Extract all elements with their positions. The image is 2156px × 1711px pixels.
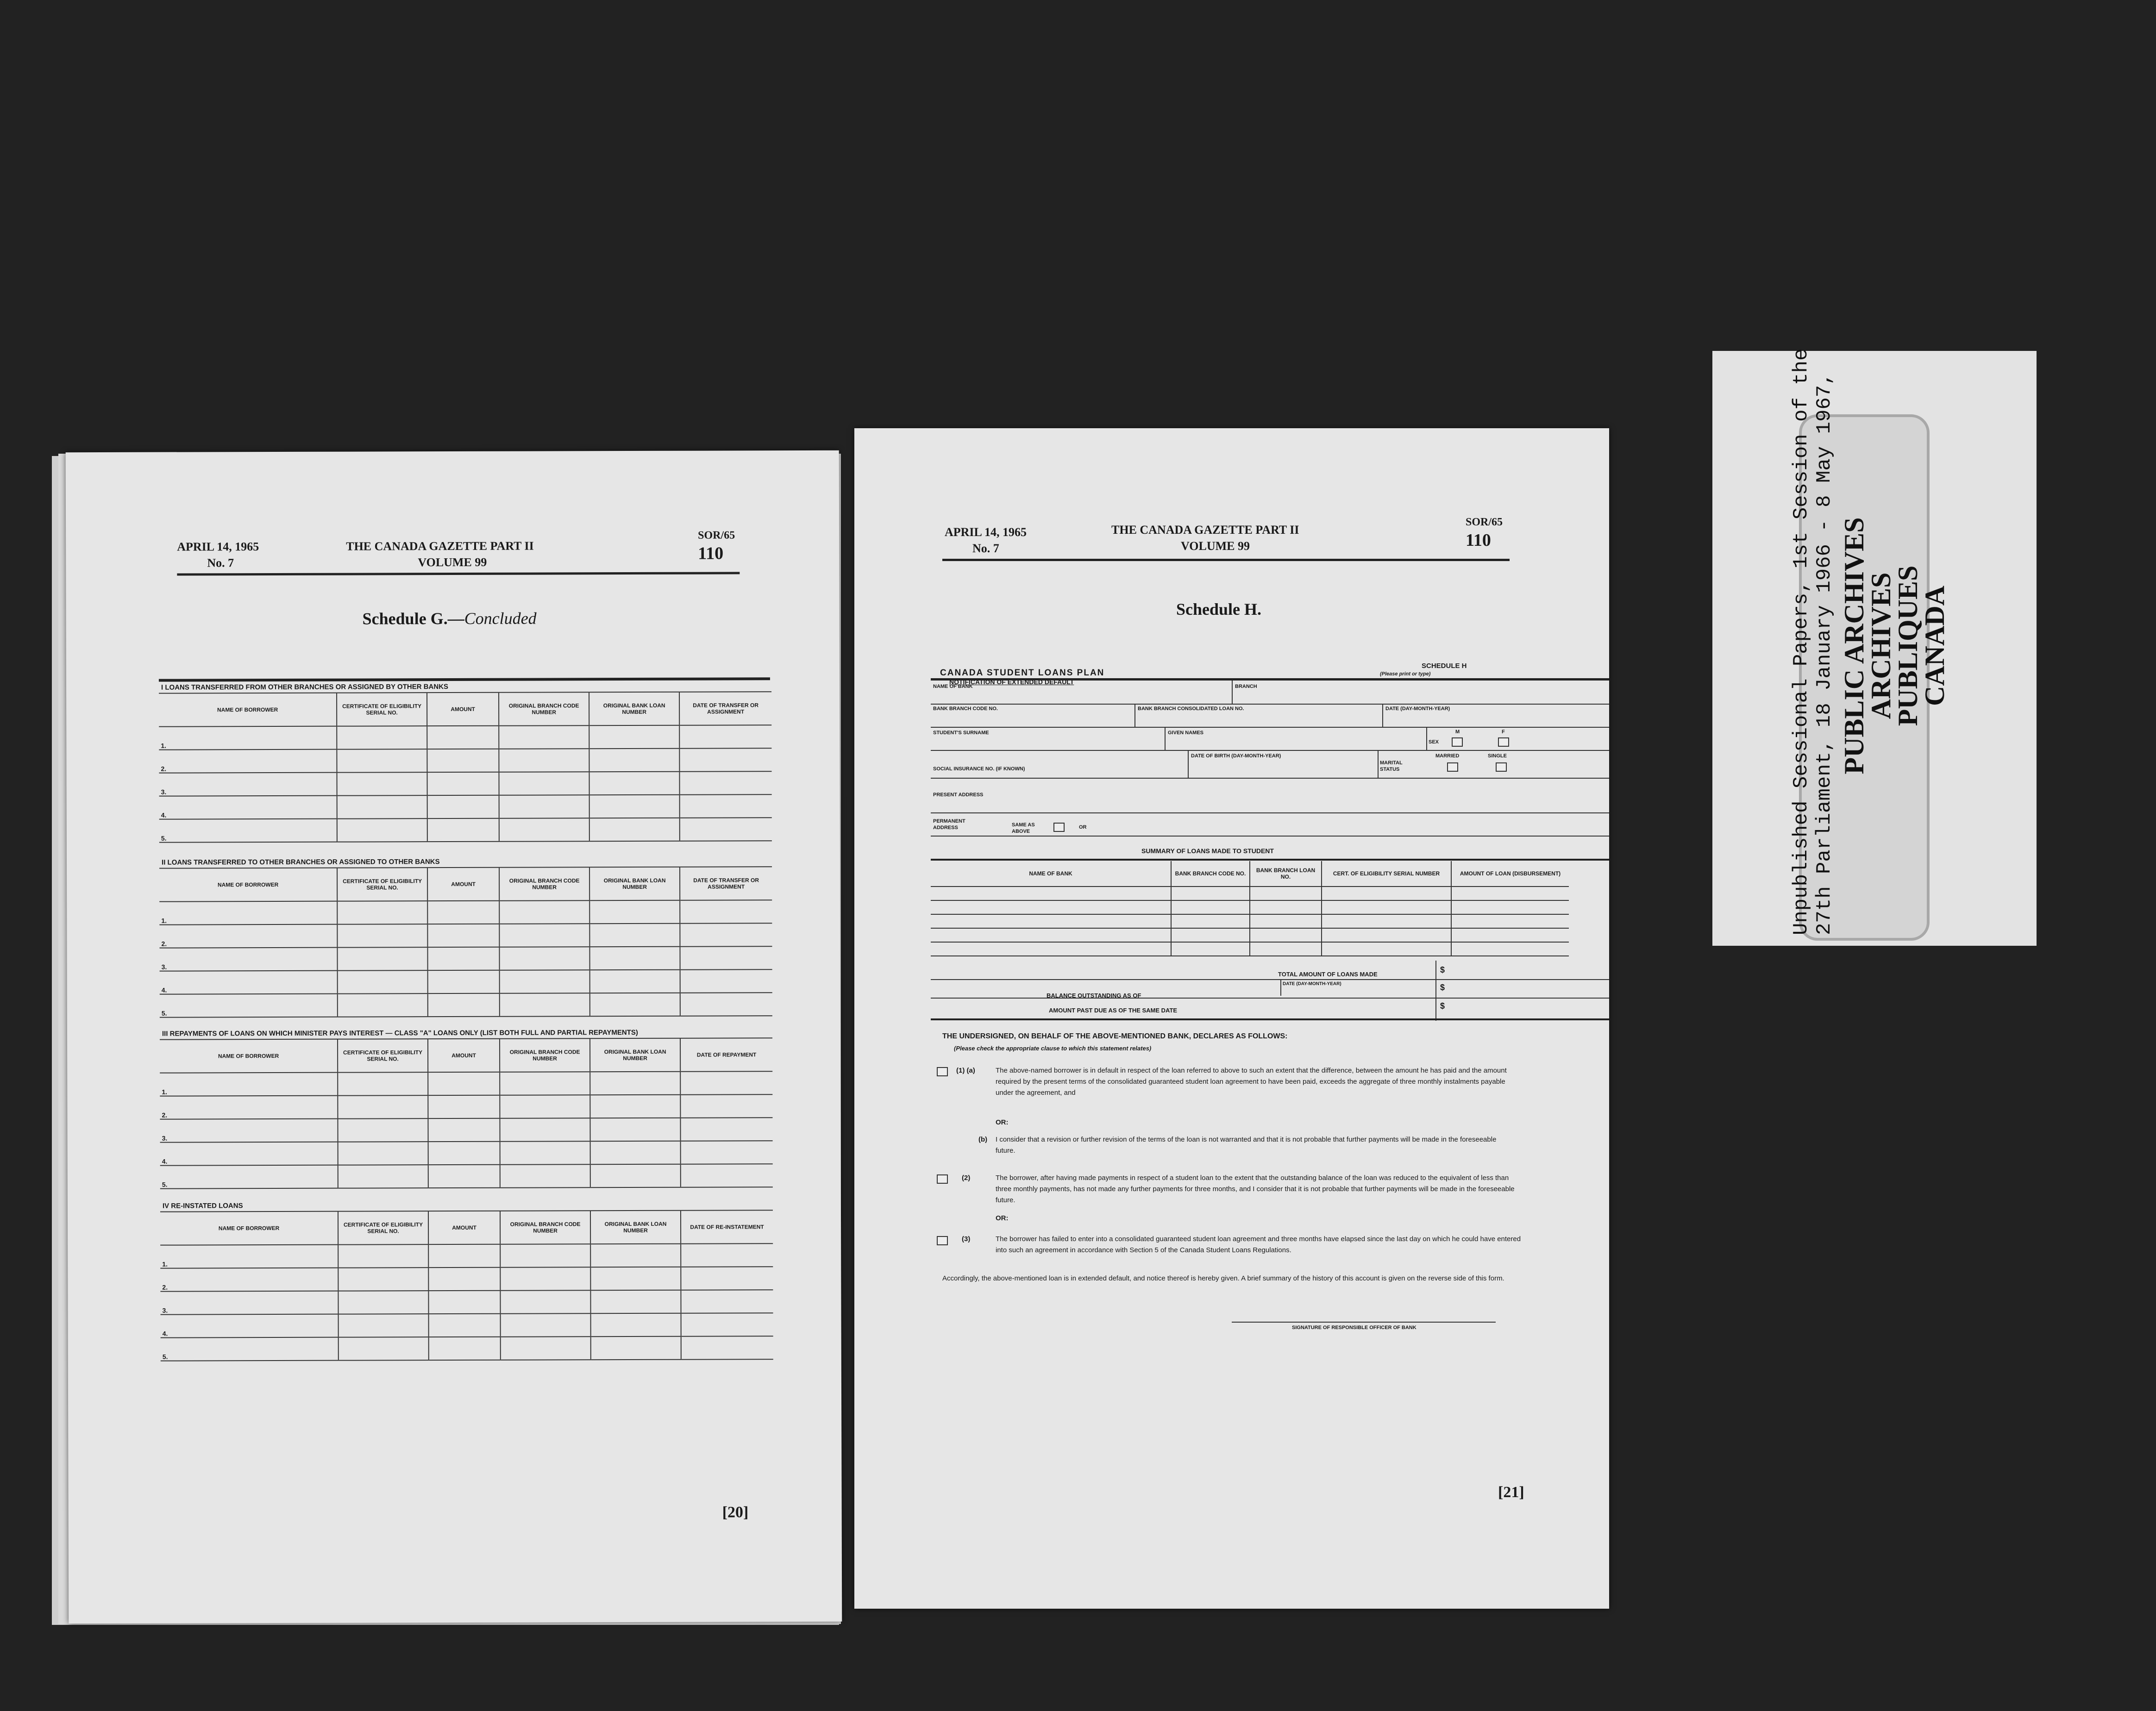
given-names-label: GIVEN NAMES — [1168, 730, 1204, 736]
form-cell[interactable] — [338, 993, 428, 1017]
summary-cell[interactable] — [1451, 914, 1569, 928]
form-cell[interactable] — [590, 1164, 681, 1188]
form-cell[interactable] — [589, 749, 679, 772]
form-cell[interactable] — [680, 923, 772, 947]
form-cell[interactable] — [681, 1313, 773, 1336]
header-sor: SOR/65 — [698, 529, 735, 542]
form-cell[interactable] — [337, 726, 427, 749]
form-cell[interactable] — [590, 1244, 681, 1268]
section-table — [159, 866, 772, 1018]
column-header: NAME OF BORROWER — [159, 868, 337, 902]
summary-cell[interactable] — [1171, 928, 1250, 942]
archive-card-text — [1790, 349, 1836, 935]
table-row — [159, 818, 772, 842]
form-cell[interactable] — [427, 901, 499, 924]
table-row — [160, 969, 772, 994]
row-number-cell[interactable]: 5. — [160, 1165, 338, 1189]
form-cell[interactable] — [499, 749, 589, 772]
summary-row — [931, 942, 1569, 956]
form-cell[interactable] — [337, 772, 427, 796]
clause-3-number: (3) — [962, 1235, 971, 1243]
page-number: [20] — [722, 1504, 749, 1521]
form-cell[interactable] — [499, 947, 589, 970]
summary-cell[interactable] — [1171, 914, 1250, 928]
form-cell[interactable] — [590, 1095, 680, 1118]
form-cell[interactable] — [338, 1095, 428, 1119]
form-cell[interactable] — [428, 970, 500, 993]
signature-line — [1232, 1322, 1496, 1323]
section-title: IV RE-INSTATED LOANS — [162, 1202, 243, 1210]
form-cell[interactable] — [499, 725, 589, 749]
table-row — [160, 1290, 773, 1314]
form-cell[interactable] — [338, 1268, 428, 1291]
summary-cell[interactable] — [931, 900, 1171, 914]
clause-1-number: (1) (a) — [956, 1067, 975, 1074]
branch-label: BRANCH — [1235, 684, 1257, 689]
form-cell[interactable] — [590, 1072, 680, 1095]
form-cell[interactable] — [590, 1267, 681, 1291]
form-cell[interactable] — [428, 1072, 500, 1095]
table-row — [161, 1336, 773, 1361]
form-cell[interactable] — [680, 794, 772, 818]
summary-row — [931, 900, 1569, 914]
column-header: ORIGINAL BRANCH CODE NUMBER — [500, 1038, 590, 1072]
table-row — [160, 1071, 772, 1096]
form-cell[interactable] — [680, 1071, 772, 1095]
table-row — [159, 748, 771, 773]
permanent-address-label: PERMANENT ADDRESS — [933, 818, 965, 831]
header-issue: No. 7 — [207, 556, 234, 570]
row-number-cell[interactable]: 5. — [160, 994, 338, 1018]
form-cell[interactable] — [338, 1165, 428, 1188]
summary-cell[interactable] — [1171, 887, 1250, 900]
form-cell[interactable] — [428, 1268, 500, 1291]
form-top-rule — [159, 677, 770, 681]
summary-cell[interactable] — [1322, 942, 1451, 956]
form-cell[interactable] — [589, 924, 680, 947]
clause-1-checkbox[interactable] — [937, 1067, 948, 1076]
summary-cell[interactable] — [1171, 942, 1250, 956]
summary-column-header: BANK BRANCH CODE NO. — [1171, 861, 1250, 887]
clause-1-or: OR: — [996, 1118, 1009, 1126]
section-table — [160, 1037, 773, 1189]
marital-status-label: MARITAL STATUS — [1380, 760, 1403, 772]
column-header: CERTIFICATE OF ELIGIBILITY SERIAL NO. — [338, 1039, 428, 1073]
bank-branch-code-label: BANK BRANCH CODE NO. — [933, 706, 998, 712]
married-label: MARRIED — [1435, 753, 1460, 759]
section-title: III REPAYMENTS OF LOANS ON WHICH MINISTER PAYS INTEREST — CLASS "A" LOANS ONLY (LIST BOTH FULL AND PARTIAL REPAYMENTS) — [162, 1028, 638, 1038]
form-cell[interactable] — [679, 748, 771, 772]
row-number-cell[interactable]: 4. — [160, 971, 338, 994]
header-rule — [177, 572, 740, 575]
summary-row — [931, 928, 1569, 942]
form-cell[interactable] — [589, 818, 680, 842]
header-issue: No. 7 — [972, 542, 999, 555]
row-number-cell[interactable]: 3. — [160, 1291, 338, 1315]
form-cell[interactable] — [591, 1336, 681, 1360]
summary-cell[interactable] — [1322, 928, 1451, 942]
clause-2-checkbox[interactable] — [937, 1174, 948, 1184]
signature-label: SIGNATURE OF RESPONSIBLE OFFICER OF BANK — [1292, 1325, 1416, 1330]
form-cell[interactable] — [680, 993, 772, 1016]
form-cell[interactable] — [680, 771, 772, 795]
column-header: ORIGINAL BRANCH CODE NUMBER — [499, 692, 589, 726]
sin-label: SOCIAL INSURANCE NO. (IF KNOWN) — [933, 766, 1025, 772]
column-header: ORIGINAL BANK LOAN NUMBER — [590, 1211, 681, 1244]
header-gazette: THE CANADA GAZETTE PART II — [346, 539, 534, 553]
clause-2-number: (2) — [962, 1174, 971, 1182]
form-cell[interactable] — [680, 969, 772, 993]
summary-column-header: AMOUNT OF LOAN (DISBURSEMENT) — [1451, 861, 1569, 887]
header-rule — [942, 559, 1510, 561]
summary-cell[interactable] — [1451, 942, 1569, 956]
table-row — [159, 725, 771, 749]
summary-cell[interactable] — [1322, 914, 1451, 928]
row-number-cell[interactable]: 4. — [159, 796, 337, 819]
column-header: AMOUNT — [428, 1039, 500, 1072]
left-page — [66, 450, 842, 1624]
form-cell[interactable] — [499, 772, 589, 795]
dob-label: DATE OF BIRTH (DAY-MONTH-YEAR) — [1191, 753, 1281, 759]
header-gazette: THE CANADA GAZETTE PART II — [1111, 523, 1299, 537]
column-header: DATE OF TRANSFER OR ASSIGNMENT — [679, 692, 771, 725]
form-cell[interactable] — [337, 901, 427, 924]
form-cell[interactable] — [681, 1164, 773, 1187]
summary-column-header: NAME OF BANK — [931, 861, 1171, 887]
summary-cell[interactable] — [1322, 900, 1451, 914]
married-checkbox[interactable] — [1447, 762, 1458, 772]
row-number-cell[interactable]: 3. — [159, 773, 337, 796]
form-subtitle: NOTIFICATION OF EXTENDED DEFAULT — [949, 678, 1074, 686]
past-due-label: AMOUNT PAST DUE AS OF THE SAME DATE — [1049, 1007, 1178, 1014]
past-due-dollar: $ — [1440, 1001, 1445, 1011]
row-number-cell[interactable]: 3. — [160, 1119, 338, 1143]
clause-2-text: The borrower, after having made payments in respect of a student loan to the extent that the outstanding balance of the loan was reduced to the equivalent of less than three monthly payments, has not made any further payments for three months, and I consider that it is not probable that further payments will be made in the foreseeable future. — [996, 1174, 1515, 1204]
column-header: AMOUNT — [428, 1211, 500, 1244]
form-cell[interactable] — [337, 924, 427, 948]
form-cell[interactable] — [427, 924, 499, 947]
consolidated-loan-label: BANK BRANCH CONSOLIDATED LOAN NO. — [1138, 706, 1244, 712]
column-header: ORIGINAL BRANCH CODE NUMBER — [500, 1211, 590, 1244]
form-cell[interactable] — [427, 749, 499, 772]
or-label: OR — [1079, 824, 1087, 830]
total-label: TOTAL AMOUNT OF LOANS MADE — [1278, 971, 1378, 978]
header-sor-number: 110 — [698, 543, 724, 563]
form-cell[interactable] — [337, 795, 427, 819]
form-cell[interactable] — [427, 772, 499, 795]
sex-f-label: F — [1502, 729, 1505, 735]
present-address-label: PRESENT ADDRESS — [933, 792, 984, 798]
form-cell[interactable] — [338, 1244, 428, 1268]
form-cell[interactable] — [590, 1118, 680, 1142]
column-header: DATE OF REPAYMENT — [680, 1038, 772, 1072]
column-header: CERTIFICATE OF ELIGIBILITY SERIAL NO. — [337, 693, 427, 726]
row-number-cell[interactable]: 1. — [159, 726, 337, 750]
row-number-cell[interactable]: 5. — [161, 1337, 338, 1361]
column-header: DATE OF TRANSFER OR ASSIGNMENT — [680, 867, 772, 900]
form-cell[interactable] — [500, 1118, 590, 1142]
column-header: DATE OF RE-INSTATEMENT — [681, 1210, 773, 1244]
form-cell[interactable] — [338, 1337, 429, 1361]
form-cell[interactable] — [428, 1118, 500, 1142]
form-cell[interactable] — [500, 1267, 590, 1291]
table-row — [160, 1094, 772, 1119]
table-row — [160, 1141, 773, 1165]
row-number-cell[interactable]: 2. — [160, 1268, 338, 1292]
accordingly-text: Accordingly, the above-mentioned loan is in extended default, and notice thereof is hereby given. A brief summary of the history of this account is given on the reverse side of this form. — [942, 1274, 1504, 1282]
surname-label: STUDENT'S SURNAME — [933, 730, 989, 736]
same-as-above-checkbox[interactable] — [1053, 823, 1065, 832]
summary-column-header: BANK BRANCH LOAN NO. — [1250, 861, 1322, 887]
sex-label: SEX — [1429, 739, 1439, 745]
column-header: NAME OF BORROWER — [160, 1211, 338, 1245]
form-cell[interactable] — [681, 1336, 773, 1360]
section-title: II LOANS TRANSFERRED TO OTHER BRANCHES OR ASSIGNED TO OTHER BANKS — [161, 858, 440, 867]
clause-1a-text: The above-named borrower is in default in respect of the loan referred to above to such an extent that the difference, between the amount he has paid and the amount required by the present terms of the consolidated guaranteed student loan agreement to have been paid, exceeds the aggregate of three monthly instalments payable under the agreement, and — [996, 1067, 1507, 1097]
date-label: DATE (DAY-MONTH-YEAR) — [1385, 706, 1450, 712]
page-title: Schedule G.—Concluded — [362, 609, 537, 628]
form-cell[interactable] — [337, 818, 427, 842]
form-cell[interactable] — [501, 1313, 591, 1337]
form-cell[interactable] — [500, 1164, 590, 1188]
form-cell[interactable] — [428, 1165, 500, 1188]
page-number: [21] — [1498, 1484, 1524, 1501]
row-number-cell[interactable]: 4. — [160, 1142, 338, 1166]
clause-1b-text: I consider that a revision or further revision of the terms of the loan is not warranted and that it is not probable that further payments will be made in the foreseeable future. — [996, 1136, 1497, 1155]
row-number-cell[interactable]: 5. — [159, 819, 337, 843]
column-header: ORIGINAL BRANCH CODE NUMBER — [499, 867, 589, 901]
form-cell[interactable] — [681, 1267, 773, 1290]
summary-cell[interactable] — [1451, 887, 1569, 900]
table-row — [159, 771, 772, 796]
form-cell[interactable] — [679, 725, 771, 749]
form-cell[interactable] — [589, 772, 680, 795]
header-sor-number: 110 — [1466, 531, 1491, 550]
declaration-heading: THE UNDERSIGNED, ON BEHALF OF THE ABOVE-MENTIONED BANK, DECLARES AS FOLLOWS: — [942, 1032, 1288, 1040]
summary-table — [931, 861, 1569, 956]
summary-cell[interactable] — [1451, 928, 1569, 942]
form-cell[interactable] — [338, 1291, 428, 1314]
form-cell[interactable] — [680, 818, 772, 841]
form-cell[interactable] — [428, 1244, 500, 1268]
form-cell[interactable] — [590, 993, 680, 1017]
row-number-cell[interactable]: 2. — [160, 1096, 338, 1119]
row-number-cell[interactable]: 2. — [159, 749, 337, 773]
form-cell[interactable] — [338, 1314, 429, 1337]
form-cell[interactable] — [428, 1142, 500, 1165]
form-cell[interactable] — [590, 1290, 681, 1314]
form-print-note: (Please print or type) — [1380, 671, 1431, 677]
form-cell[interactable] — [499, 924, 589, 947]
form-cell[interactable] — [591, 1313, 681, 1337]
row-number-cell[interactable]: 3. — [159, 948, 337, 971]
table-row — [159, 900, 772, 924]
table-row — [160, 1267, 773, 1291]
declaration-note: (Please check the appropriate clause to which this statement relates) — [954, 1045, 1152, 1052]
summary-cell[interactable] — [1250, 914, 1322, 928]
section-title: I LOANS TRANSFERRED FROM OTHER BRANCHES OR ASSIGNED BY OTHER BANKS — [161, 683, 449, 692]
column-header: ORIGINAL BANK LOAN NUMBER — [590, 1038, 680, 1072]
name-of-bank-label: NAME OF BANK — [933, 684, 973, 689]
sex-m-label: M — [1455, 729, 1460, 735]
summary-cell[interactable] — [931, 928, 1171, 942]
form-cell[interactable] — [589, 900, 680, 924]
row-number-cell[interactable]: 4. — [161, 1314, 338, 1338]
clause-1b-number: (b) — [978, 1136, 988, 1143]
column-header: CERTIFICATE OF ELIGIBILITY SERIAL NO. — [338, 1211, 428, 1245]
summary-cell[interactable] — [1322, 887, 1451, 900]
clause-2-or: OR: — [996, 1214, 1009, 1222]
row-number-cell[interactable]: 1. — [160, 1245, 338, 1268]
stamp-line-3: CANADA — [1919, 586, 1950, 706]
table-row — [159, 794, 772, 819]
form-cell[interactable] — [427, 726, 499, 749]
form-cell[interactable] — [501, 1336, 591, 1360]
form-cell[interactable] — [500, 1141, 590, 1165]
summary-cell[interactable] — [1250, 887, 1322, 900]
table-row — [159, 946, 772, 971]
column-header: AMOUNT — [427, 693, 499, 726]
sex-f-checkbox[interactable] — [1498, 737, 1509, 747]
summary-cell[interactable] — [1451, 900, 1569, 914]
single-label: SINGLE — [1488, 753, 1507, 759]
balance-date-label: DATE (DAY-MONTH-YEAR) — [1283, 981, 1341, 987]
table-row — [161, 1313, 773, 1337]
form-top-rule — [931, 678, 1609, 681]
row-number-cell[interactable]: 1. — [159, 901, 337, 925]
row-number-cell[interactable]: 2. — [159, 924, 337, 948]
form-cell[interactable] — [681, 1141, 773, 1164]
form-cell[interactable] — [590, 1141, 681, 1165]
summary-cell[interactable] — [1250, 900, 1322, 914]
clause-3-text: The borrower has failed to enter into a consolidated guaranteed student loan agreement and three months have elapsed since the last day on which he could have entered into such an agreement in accordance with Section 5 of the Canada Student Loans Regulations. — [996, 1235, 1521, 1254]
form-cell[interactable] — [338, 1118, 428, 1142]
form-cell[interactable] — [499, 818, 589, 842]
column-header: NAME OF BORROWER — [159, 693, 337, 727]
column-header: AMOUNT — [427, 868, 499, 901]
header-sor: SOR/65 — [1466, 516, 1503, 528]
column-header: NAME OF BORROWER — [160, 1039, 338, 1073]
summary-title: SUMMARY OF LOANS MADE TO STUDENT — [1141, 847, 1274, 855]
form-cell[interactable] — [589, 795, 680, 818]
form-cell[interactable] — [499, 795, 589, 818]
section-table — [159, 691, 772, 843]
summary-cell[interactable] — [931, 942, 1171, 956]
form-cell[interactable] — [590, 970, 680, 993]
form-cell[interactable] — [680, 1118, 772, 1141]
balance-dollar: $ — [1440, 983, 1445, 992]
summary-cell[interactable] — [1250, 928, 1322, 942]
same-as-above-label: SAME AS ABOVE — [1012, 822, 1035, 834]
form-cell[interactable] — [337, 947, 427, 971]
header-volume: VOLUME 99 — [418, 555, 487, 569]
form-cell[interactable] — [499, 900, 589, 924]
summary-cell[interactable] — [931, 887, 1171, 900]
form-cell[interactable] — [681, 1243, 773, 1267]
form-cell[interactable] — [500, 970, 590, 993]
sex-m-checkbox[interactable] — [1452, 737, 1463, 747]
form-cell[interactable] — [680, 1094, 772, 1118]
header-date: APRIL 14, 1965 — [177, 540, 259, 554]
form-schedule-label: SCHEDULE H — [1422, 662, 1467, 670]
archive-card-line-2: 27th Parliament, 18 January 1966 - 8 May 1967, — [1813, 373, 1836, 935]
stamp-line-2: ARCHIVES PUBLIQUES — [1866, 565, 1923, 726]
archive-card-line-1: Unpublished Sessional Papers, 1st Session of the — [1790, 348, 1813, 935]
form-cell[interactable] — [428, 1291, 500, 1314]
summary-cell[interactable] — [1250, 942, 1322, 956]
page-title: Schedule H. — [1176, 600, 1262, 618]
form-cell[interactable] — [338, 1142, 428, 1165]
summary-cell[interactable] — [931, 914, 1171, 928]
stamp-line-1: PUBLIC ARCHIVES — [1839, 517, 1869, 774]
form-plan-title: CANADA STUDENT LOANS PLAN — [940, 668, 1105, 678]
single-checkbox[interactable] — [1496, 762, 1507, 772]
table-row — [159, 923, 772, 948]
form-cell[interactable] — [427, 947, 499, 970]
form-cell[interactable] — [500, 1072, 590, 1095]
table-row — [160, 1164, 773, 1188]
column-header: ORIGINAL BANK LOAN NUMBER — [589, 867, 680, 901]
row-number-cell[interactable]: 1. — [160, 1073, 338, 1096]
form-cell[interactable] — [589, 947, 680, 970]
table-row — [160, 993, 772, 1017]
clause-3-checkbox[interactable] — [937, 1236, 948, 1245]
form-cell[interactable] — [429, 1337, 501, 1360]
column-header: CERTIFICATE OF ELIGIBILITY SERIAL NO. — [337, 868, 427, 901]
column-header: ORIGINAL BANK LOAN NUMBER — [589, 692, 679, 726]
form-cell[interactable] — [428, 993, 500, 1017]
form-cell[interactable] — [500, 1095, 590, 1118]
summary-row — [931, 914, 1569, 928]
form-cell[interactable] — [589, 725, 679, 749]
balance-label: BALANCE OUTSTANDING AS OF — [1047, 992, 1141, 999]
summary-cell[interactable] — [1171, 900, 1250, 914]
summary-row — [931, 887, 1569, 900]
schedule-g-form — [66, 450, 839, 452]
form-cell[interactable] — [338, 1072, 428, 1096]
table-row — [160, 1243, 773, 1268]
form-cell[interactable] — [680, 900, 772, 924]
form-cell[interactable] — [427, 818, 499, 842]
right-page — [854, 428, 1609, 1609]
form-cell[interactable] — [428, 1095, 500, 1118]
section-table — [160, 1210, 773, 1361]
form-cell[interactable] — [681, 1290, 773, 1313]
form-cell[interactable] — [429, 1314, 501, 1337]
form-cell[interactable] — [500, 1290, 590, 1314]
summary-column-header: CERT. OF ELIGIBILITY SERIAL NUMBER — [1322, 861, 1451, 887]
header-date: APRIL 14, 1965 — [945, 525, 1027, 539]
form-cell[interactable] — [338, 970, 428, 994]
table-row — [160, 1118, 772, 1142]
form-cell[interactable] — [500, 1244, 590, 1268]
header-volume: VOLUME 99 — [1181, 539, 1250, 553]
form-cell[interactable] — [427, 795, 499, 818]
archive-stamp-text — [1841, 493, 1948, 799]
form-cell[interactable] — [337, 749, 427, 773]
form-cell[interactable] — [500, 993, 590, 1017]
total-dollar: $ — [1440, 965, 1445, 974]
form-cell[interactable] — [680, 946, 772, 970]
